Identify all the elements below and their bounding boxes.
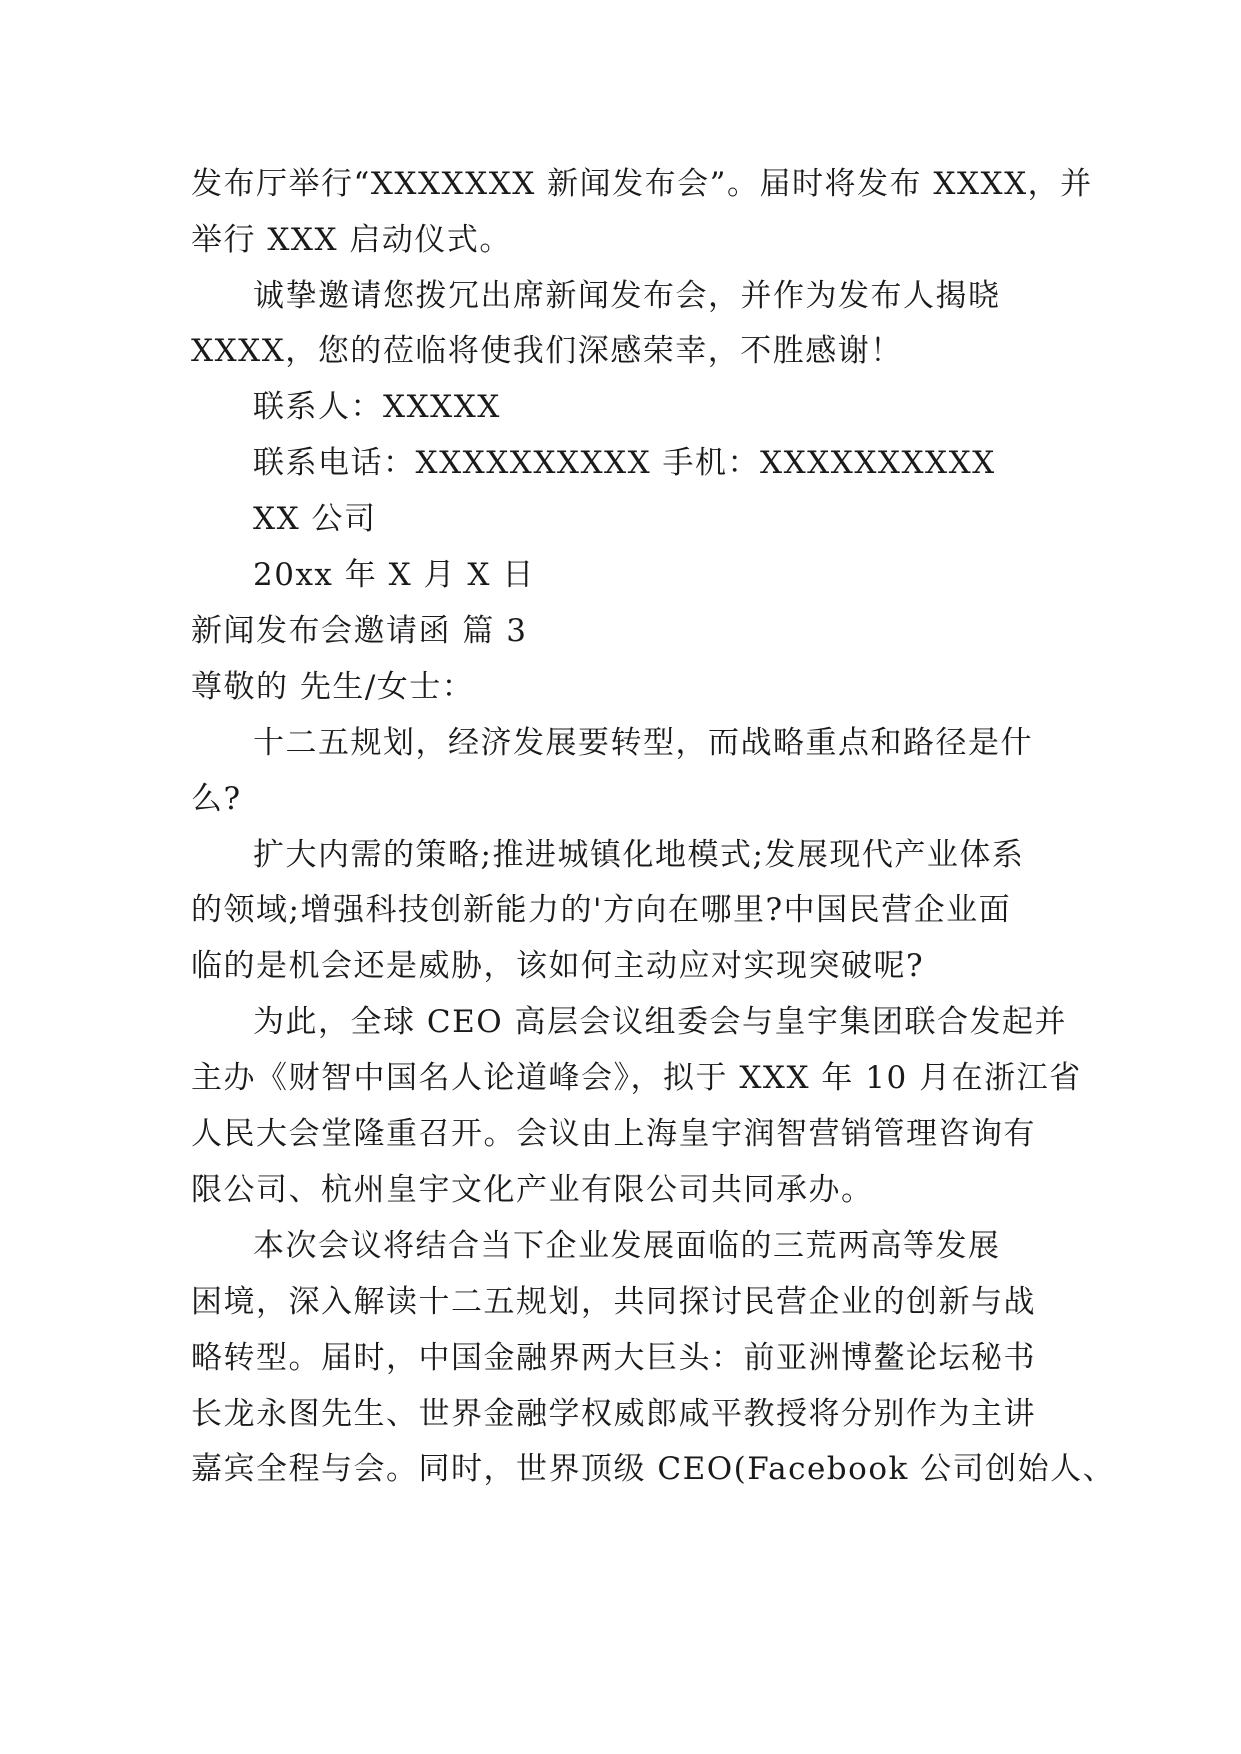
- section-heading: 新闻发布会邀请函 篇 3: [191, 613, 528, 649]
- text-line: 临的是机会还是威胁，该如何主动应对实现突破呢?: [191, 948, 925, 984]
- text-line: XXXX，您的莅临将使我们深感荣幸，不胜感谢！: [191, 333, 903, 369]
- text-line: 主办《财智中国名人论道峰会》，拟于 XXX 年 10 月在浙江省: [191, 1060, 1082, 1096]
- text-line: 略转型。届时，中国金融界两大巨头：前亚洲博鳌论坛秘书: [191, 1340, 1036, 1376]
- salutation: 尊敬的 先生/女士：: [191, 669, 475, 705]
- text-line: 为此，全球 CEO 高层会议组委会与皇宇集团联合发起并: [253, 1004, 1067, 1040]
- contact-person: 联系人：XXXXX: [253, 389, 501, 425]
- text-line: 困境，深入解读十二五规划，共同探讨民营企业的创新与战: [191, 1284, 1036, 1320]
- text-line: 十二五规划，经济发展要转型，而战略重点和路径是什: [253, 725, 1033, 761]
- text-line: 人民大会堂隆重召开。会议由上海皇宇润智营销管理咨询有: [191, 1116, 1036, 1152]
- date-line: 20xx 年 X 月 X 日: [253, 557, 535, 593]
- text-line: 限公司、杭州皇宇文化产业有限公司共同承办。: [191, 1172, 874, 1208]
- text-line: 诚挚邀请您拨冗出席新闻发布会，并作为发布人揭晓: [253, 278, 1001, 314]
- text-line: 嘉宾全程与会。同时，世界顶级 CEO(Facebook 公司创始人、: [191, 1451, 1116, 1487]
- text-line: 么?: [191, 781, 242, 817]
- contact-phone: 联系电话：XXXXXXXXXX 手机：XXXXXXXXXX: [253, 445, 996, 481]
- company-name: XX 公司: [253, 501, 377, 537]
- text-line: 本次会议将结合当下企业发展面临的三荒两高等发展: [253, 1228, 1001, 1264]
- text-line: 的领域;增强科技创新能力的'方向在哪里?中国民营企业面: [191, 892, 1012, 928]
- text-line: 扩大内需的策略;推进城镇化地模式;发展现代产业体系: [253, 837, 1025, 873]
- text-line: 长龙永图先生、世界金融学权威郎咸平教授将分别作为主讲: [191, 1396, 1036, 1432]
- text-line: 举行 XXX 启动仪式。: [191, 222, 512, 258]
- text-line: 发布厅举行“XXXXXXX 新闻发布会”。届时将发布 XXXX，并: [191, 166, 1093, 202]
